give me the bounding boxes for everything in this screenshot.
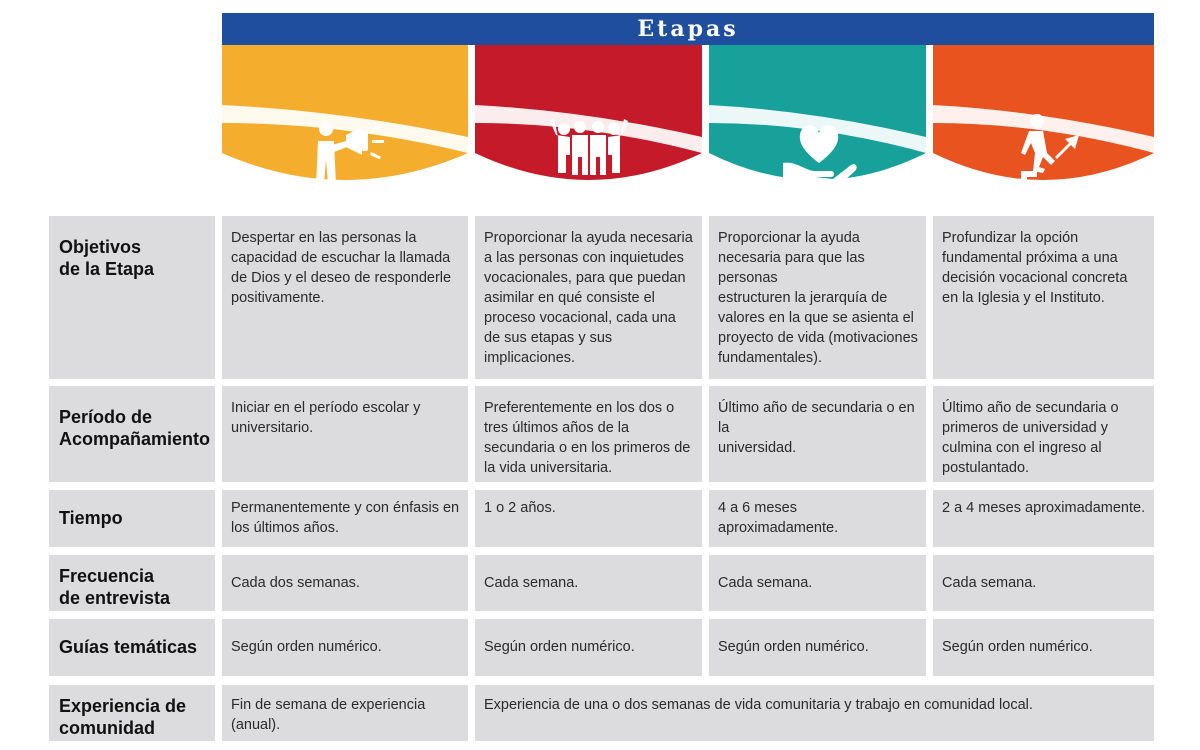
table-cell: Experiencia de una o dos semanas de vida comunitaria y trabajo en comunidad local.: [475, 685, 1154, 741]
table-cell: Profundizar la opción fundamental próxima a una decisión vocacional concreta en la Iglesia y el Instituto.: [933, 216, 1154, 379]
row-label: Guías temáticas: [49, 619, 215, 676]
row-label: Objetivos de la Etapa: [49, 216, 215, 379]
heart-in-hand-icon: [773, 107, 863, 195]
table-cell: 2 a 4 meses aproximadamente.: [933, 490, 1154, 547]
table-cell: Cada semana.: [709, 555, 926, 611]
stages-banner: Etapas: [222, 13, 1154, 45]
table-cell: Último año de secundaria o primeros de universidad y culmina con el ingreso al postulantado.: [933, 386, 1154, 482]
stage-2: [475, 45, 702, 195]
table-cell: Iniciar en el período escolar y universitario.: [222, 386, 468, 482]
row-label: Período de Acompañamiento: [49, 386, 215, 482]
table-cell: Preferentemente en los dos o tres últimos años de la secundaria o en los primeros de la vida universitaria.: [475, 386, 702, 482]
megaphone-person-icon: [300, 107, 390, 195]
table-cell: Despertar en las personas la capacidad de escuchar la llamada de Dios y el deseo de responderle positivamente.: [222, 216, 468, 379]
table-cell: Cada dos semanas.: [222, 555, 468, 611]
stage-1: [222, 45, 468, 195]
table-cell: Cada semana.: [933, 555, 1154, 611]
table-cell: 1 o 2 años.: [475, 490, 702, 547]
row-label: Tiempo: [49, 490, 215, 547]
table-cell: 4 a 6 meses aproximadamente.: [709, 490, 926, 547]
table-cell: Según orden numérico.: [933, 619, 1154, 676]
table-cell: Según orden numérico.: [709, 619, 926, 676]
stage-3: [709, 45, 926, 195]
table-cell: Permanentemente y con énfasis en los últimos años.: [222, 490, 468, 547]
table-cell: Según orden numérico.: [475, 619, 702, 676]
table-cell: Último año de secundaria o en la universidad.: [709, 386, 926, 482]
table-cell: Proporcionar la ayuda necesaria para que las personas estructuren la jerarquía de valores en la que se asienta el proyecto de vida (motivaciones fundamentales).: [709, 216, 926, 379]
table-cell: Fin de semana de experiencia (anual).: [222, 685, 468, 741]
table-cell: Proporcionar la ayuda necesaria a las personas con inquietudes vocacionales, para que puedan asimilar en qué consiste el proceso vocacional, cada una de sus etapas y sus implicaciones.: [475, 216, 702, 379]
row-label: Frecuencia de entrevista: [49, 555, 215, 611]
group-of-people-icon: [544, 107, 634, 195]
row-label: Experiencia de comunidad: [49, 685, 215, 741]
table-cell: Cada semana.: [475, 555, 702, 611]
person-climbing-stairs-icon: [999, 107, 1089, 195]
stage-4: [933, 45, 1154, 195]
table-cell: Según orden numérico.: [222, 619, 468, 676]
